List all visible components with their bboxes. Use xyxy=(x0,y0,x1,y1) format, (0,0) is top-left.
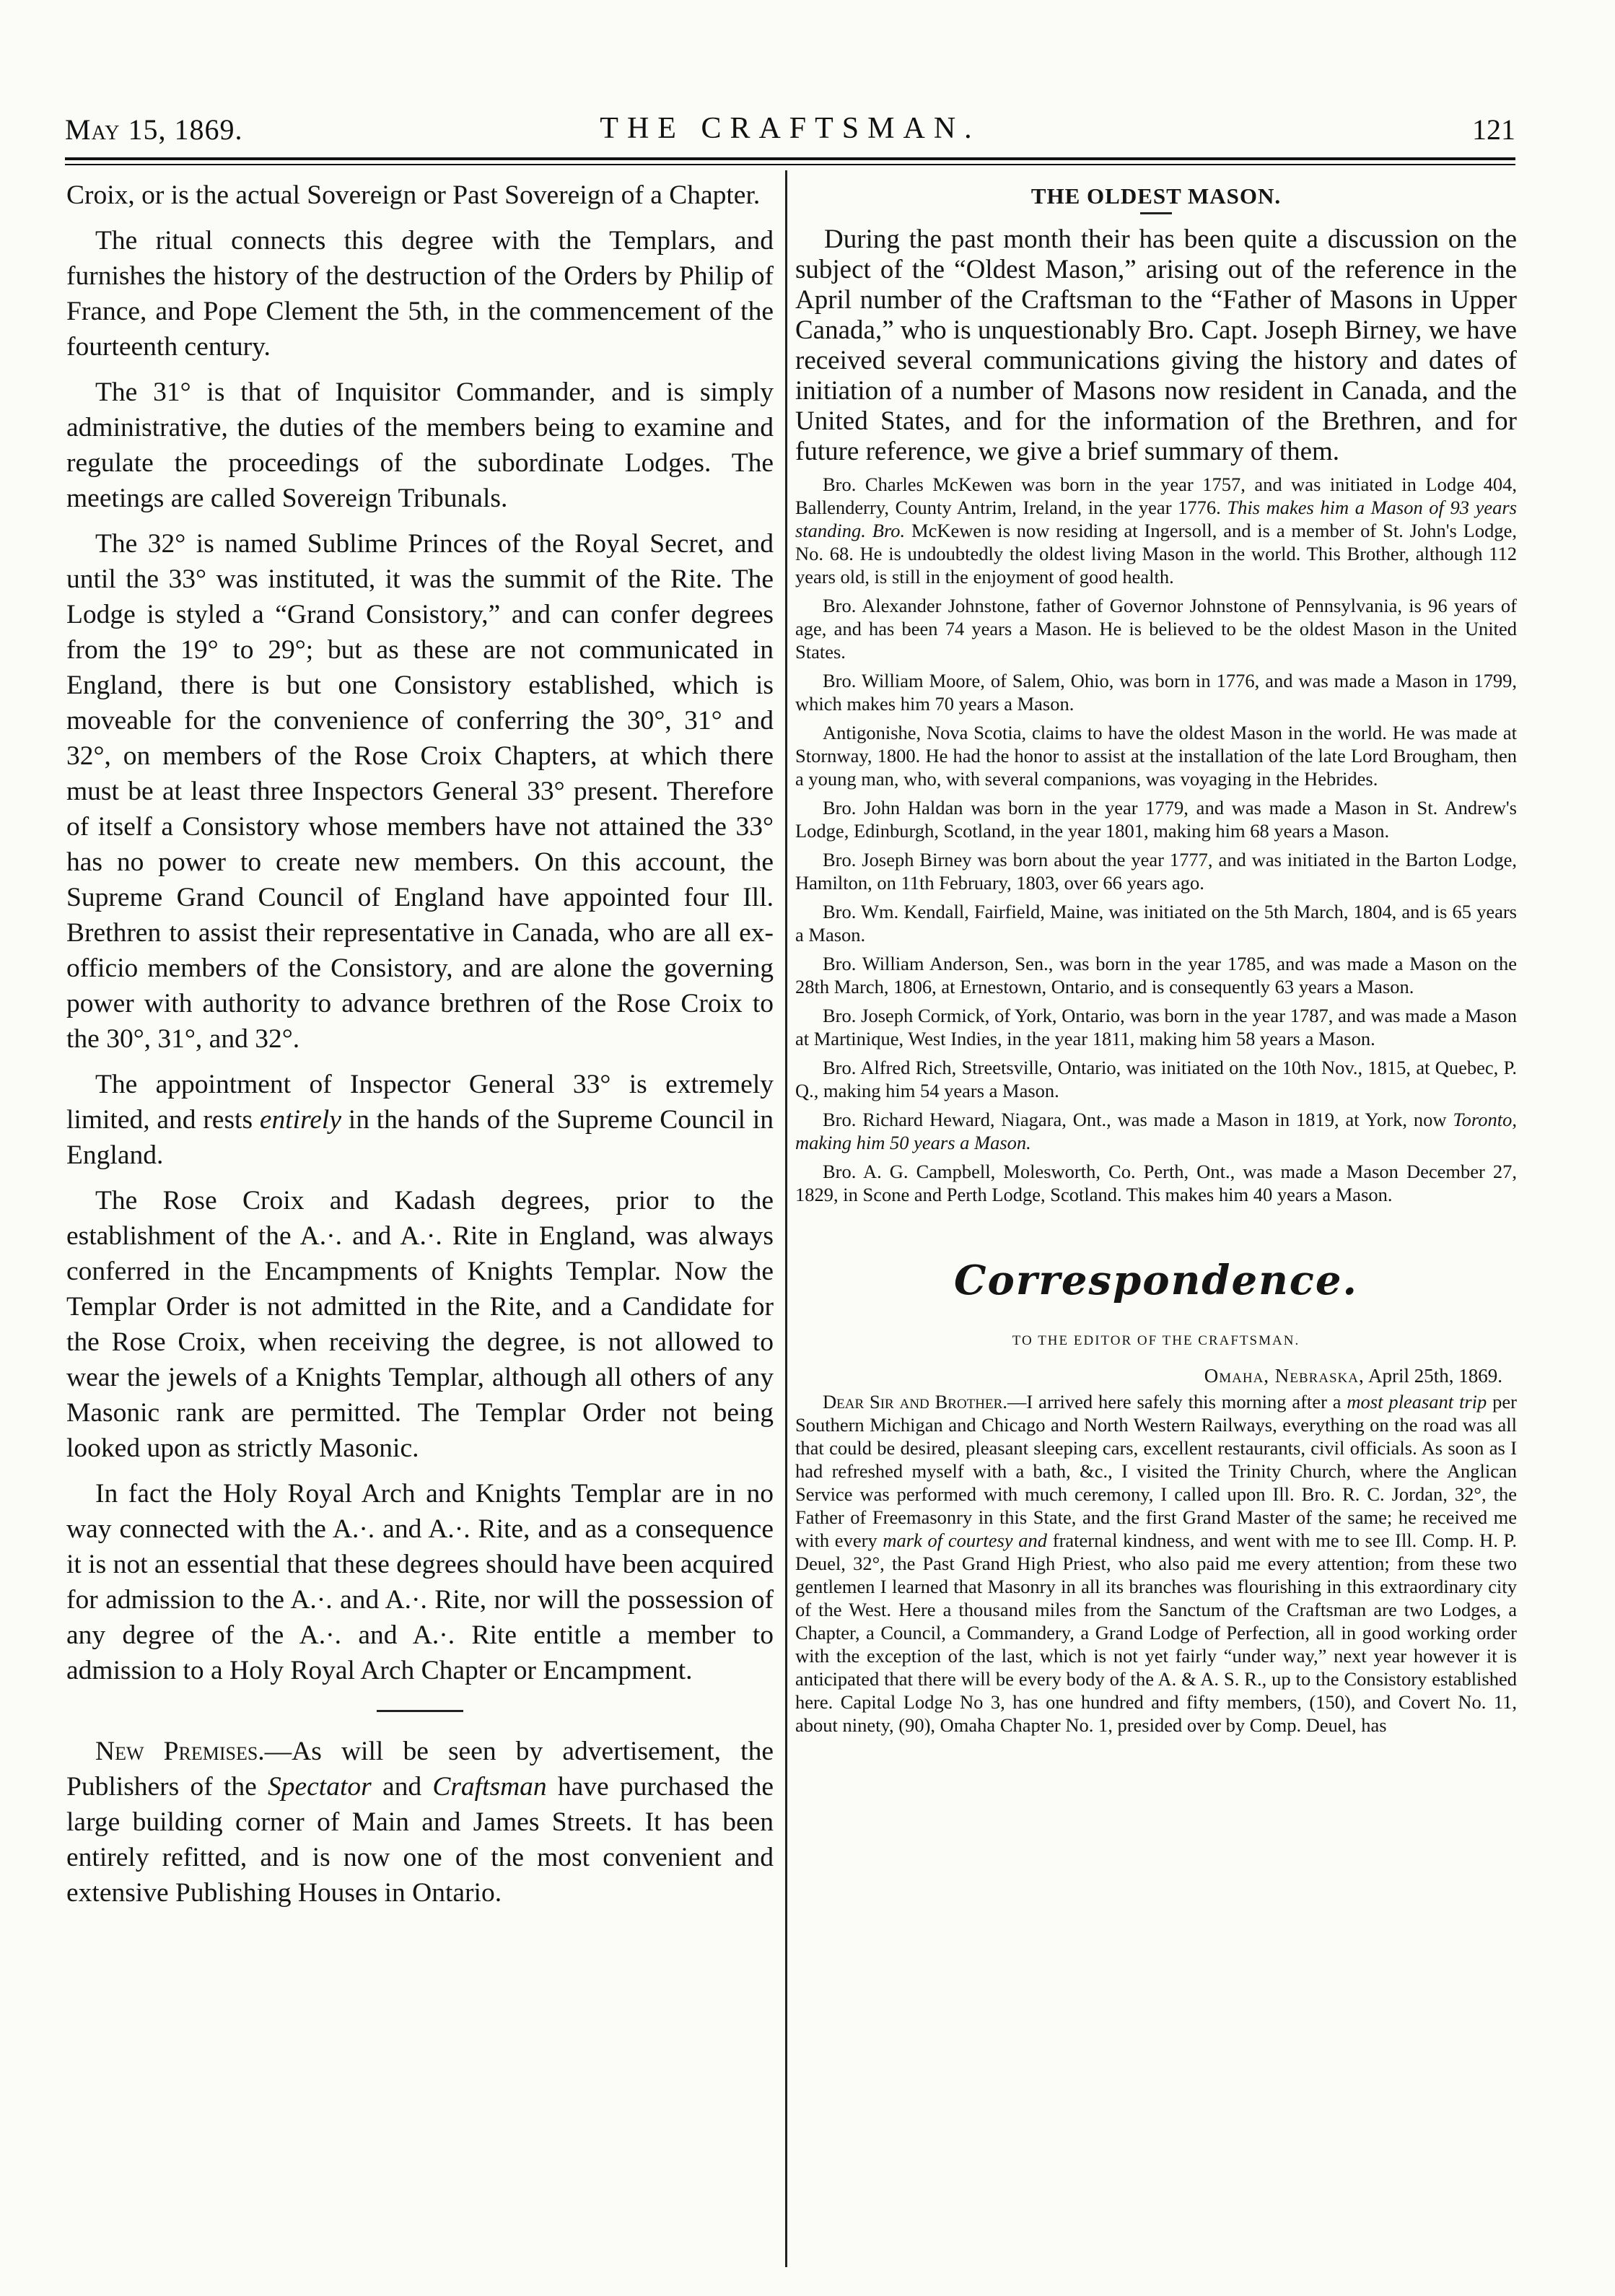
mason-entry: Bro. A. G. Campbell, Molesworth, Co. Perth, Ont., was made a Mason December 27, 1829, in Scone and Perth Lodge, Scotland. This makes him 40 years a Mason. xyxy=(795,1161,1517,1205)
letter-dateline xyxy=(795,1365,1502,1387)
emphasis: Craftsman xyxy=(432,1772,547,1802)
mason-entry: Bro. Alfred Rich, Streetsville, Ontario, was initiated on the 10th Nov., 1815, at Quebec, P. Q., making him 54 years a Mason. xyxy=(795,1057,1517,1101)
emphasis: Spectator xyxy=(267,1772,372,1802)
mason-entry: Bro. Joseph Cormick, of York, Ontario, was born in the year 1787, and was made a Mason at Martinique, West Indies, in the year 1811, making him 58 years a Mason. xyxy=(795,1005,1517,1049)
paragraph: The 31° is that of Inquisitor Commander, and is simply administrative, the duties of the members being to examine and regulate the proceedings of the subordinate Lodges. The meetings are called Sovereign Tribunals. xyxy=(66,377,774,513)
letter-date: April 25th, 1869. xyxy=(1364,1365,1502,1387)
text-run: Bro. Richard Heward, Niagara, Ont., was made a Mason in 1819, at York, now xyxy=(823,1109,1453,1130)
issue-date: May 15, 1869. xyxy=(65,113,243,146)
emphasis: This makes him a Mason of 93 years standing. Bro. xyxy=(795,497,1517,541)
letter-place: Omaha, Nebraska, xyxy=(1204,1365,1365,1387)
new-premises-notice xyxy=(66,1734,774,1911)
section-heading: THE OLDEST MASON. xyxy=(1030,183,1282,209)
column-divider xyxy=(785,170,787,2267)
mason-entry: Bro. William Moore, of Salem, Ohio, was born in 1776, and was made a Mason in 1799, which makes him 70 years a Mason. xyxy=(795,670,1517,715)
heading-dash xyxy=(1140,212,1172,214)
letter-body xyxy=(795,1390,1517,1737)
text-run: fraternal kindness, and went with me to see Ill. Comp. H. P. Deuel, 32°, the Past Grand High Priest, who also paid me every attention; from these two gentlemen I learned that Masonry in all its branches was flourishing in this extraordinary city of the West. Here a thousand miles from the Sanctum of the Craftsman are two Lodges, a Chapter, a Council, a Commandery, a Grand Lodge of Perfection, all in good working order with the exception of the last, which is not yet fairly “under way,” next year however it is anticipated that there will be every body of the A. & A. S. R., up to the Consistory established here. Capital Lodge No 3, has one hundred and fifty members, (150), and Covert No. 11, about ninety, (90), Omaha Chapter No. 1, presided over by Comp. Deuel, has xyxy=(795,1529,1517,1736)
mason-entry: Bro. John Haldan was born in the year 1779, and was made a Mason in St. Andrew's Lodge, Edinburgh, Scotland, in the year 1801, making him 68 years a Mason. xyxy=(795,797,1517,842)
header-rule-thick xyxy=(65,157,1515,160)
masthead-title: THE CRAFTSMAN. xyxy=(600,112,981,145)
emphasis: most pleasant trip xyxy=(1347,1391,1487,1413)
text-run: have purchased the large building corner of Main and James Streets. It has been entirely refitted, and is now one of the most convenient and extensive Publishing Houses in Ontario. xyxy=(66,1772,774,1908)
mason-entry: Bro. William Anderson, Sen., was born in the year 1785, and was made a Mason on the 28th March, 1806, at Ernestown, Ontario, and is consequently 63 years a Mason. xyxy=(795,953,1517,998)
paragraph: The Rose Croix and Kadash degrees, prior to the establishment of the A.·. and A.·. Rite in England, was always conferred in the Encampments of Knights Templar. Now the Templar Order is not admitted in the Rite, and a Candidate for the Rose Croix, when receiving the degree, is not allowed to wear the jewels of a Knights Templar, although all others of any Masonic rank are permitted. The Templar Order not being looked upon as strictly Masonic. xyxy=(66,1186,774,1463)
paragraph: Croix, or is the actual Sovereign or Past Sovereign of a Chapter. xyxy=(66,180,761,210)
text-run: and xyxy=(371,1772,433,1802)
mason-entry xyxy=(795,1108,1517,1154)
text-run: The appointment of Inspector General 33° is extremely limited, and rests xyxy=(66,1070,774,1135)
header-rule-thin xyxy=(65,164,1515,165)
editor-address: TO THE EDITOR OF THE CRAFTSMAN. xyxy=(1012,1333,1300,1348)
text-run: per Southern Michigan and Chicago and North Western Railways, everything on the road was all that could be desired, pleasant sleeping cars, excellent restaurants, civil officials. As soon as I had refreshed myself with a bath, &c., I visited the Trinity Church, where the Anglican Service was performed with much ceremony, I called upon Ill. Bro. R. C. Jordan, 32°, the Father of Freemasonry in this State, and the first Grand Master of the same; he received me with every xyxy=(795,1391,1517,1551)
text-run: —I arrived here safely this morning after a xyxy=(1007,1391,1347,1413)
paragraph: In fact the Holy Royal Arch and Knights Templar are in no way connected with the A.·. and A.·. Rite, and as a consequence it is not an essential that these degrees should have been acquired for admission to the A.·. and A.·. Rite, nor will the possession of any degree of the A.·. and A.·. Rite entitle a member to admission to a Holy Royal Arch Chapter or Encampment. xyxy=(66,1479,774,1685)
left-column xyxy=(66,178,774,1921)
section-divider xyxy=(377,1710,463,1712)
mason-entry: Antigonishe, Nova Scotia, claims to have the oldest Mason in the world. He was made at Stornway, 1800. He had the honor to assist at the installation of the late Lord Brougham, then a young man, who, with several companions, was voyaging in the Hebrides. xyxy=(795,722,1517,790)
mason-entry xyxy=(795,473,1517,588)
text-run: —As will be seen by advertisement, the Publishers of the xyxy=(66,1737,774,1802)
text-run: in the hands of the Supreme Council in England. xyxy=(66,1105,774,1170)
mason-entry: Bro. Joseph Birney was born about the year 1777, and was initiated in the Barton Lodge, Hamilton, on 11th February, 1803, over 66 years ago. xyxy=(795,849,1517,894)
emphasis: entirely xyxy=(259,1105,341,1135)
intro-paragraph: During the past month their has been quite a discussion on the subject of the “Oldest Mason,” arising out of the reference in the April number of the Craftsman to the “Father of Masons in Upper Canada,” who is unquestionably Bro. Capt. Joseph Birney, we have received several communications giving the history and dates of initiation of a number of Masons now resident in Canada, and the United States, and for the information of the Brethren, and for future reference, we give a brief summary of them. xyxy=(795,224,1517,466)
right-column xyxy=(795,178,1517,1742)
mason-entry: Bro. Alexander Johnstone, father of Governor Johnstone of Pennsylvania, is 96 years of age, and has been 74 years a Mason. He is believed to be the oldest Mason in the United States. xyxy=(795,595,1517,663)
mason-entry: Bro. Wm. Kendall, Fairfield, Maine, was initiated on the 5th March, 1804, and is 65 years a Mason. xyxy=(795,901,1517,946)
salutation: Dear Sir and Brother. xyxy=(823,1391,1007,1413)
page-header xyxy=(65,101,1515,153)
paragraph: The 32° is named Sublime Princes of the Royal Secret, and until the 33° was instituted, it was the summit of the Rite. The Lodge is styled a “Grand Consistory,” and can confer degrees from the 19° to 29°; but as these are not communicated in England, there is but one Consistory established, which is moveable for the convenience of conferring the 30°, 31° and 32°, on members of the Rose Croix Chapters, at which there must be at least three Inspectors General 33° present. Therefore of itself a Consistory whose members have not attained the 33° has no power to create new members. On this account, the Supreme Grand Council of England have appointed four Ill. Brethren to assist their representative in Canada, who are all ex-officio members of the Consistory, and are alone the governing power with authority to advance brethren of the Rose Croix to the 30°, 31°, and 32°. xyxy=(66,529,774,1054)
emphasis: mark of courtesy and xyxy=(883,1529,1048,1551)
emphasis: Toronto, making him 50 years a Mason. xyxy=(795,1109,1517,1153)
text-run: Bro. Charles McKewen was born in the year 1757, and was initiated in Lodge 404, Ballenderry, County Antrim, Ireland, in the year 1776. xyxy=(795,473,1517,518)
notice-label: New Premises. xyxy=(95,1737,265,1766)
correspondence-heading: Correspondence. xyxy=(953,1257,1359,1304)
paragraph: The ritual connects this degree with the Templars, and furnishes the history of the destruction of the Orders by Philip of France, and Pope Clement the 5th, in the commencement of the fourteenth century. xyxy=(66,226,774,362)
page-number: 121 xyxy=(1472,113,1515,146)
text-run: McKewen is now residing at Ingersoll, and is a member of St. John's Lodge, No. 68. He is undoubtedly the oldest living Mason in the world. This Brother, although 112 years old, is still in the enjoyment of good health. xyxy=(795,520,1517,588)
paragraph xyxy=(66,1067,774,1173)
